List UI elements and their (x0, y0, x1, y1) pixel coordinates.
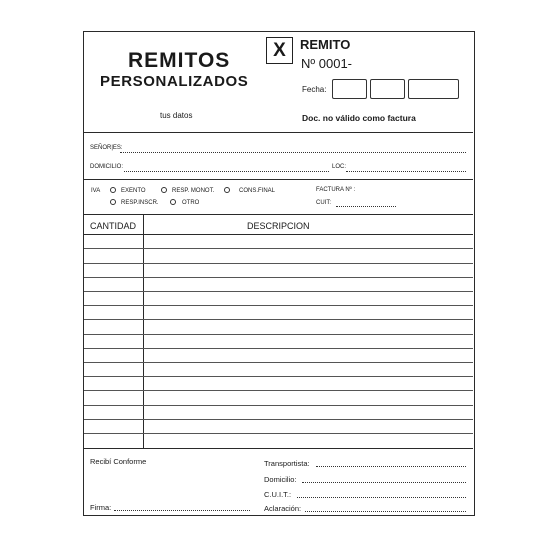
cuit-footer-field[interactable] (297, 497, 466, 498)
date-month-box[interactable] (370, 79, 405, 99)
radio-resp-monot[interactable] (161, 187, 167, 193)
doc-type: REMITO (300, 37, 351, 52)
firma-field[interactable] (114, 510, 250, 511)
recibi-conforme: Recibí Conforme (90, 457, 147, 466)
iva-label: IVA (91, 188, 101, 194)
date-label: Fecha: (302, 85, 327, 94)
domicilio-footer-label: Domicilio: (264, 475, 297, 484)
table-row (84, 433, 473, 434)
divider (84, 132, 473, 133)
remito-number: Nº 0001- (301, 56, 352, 71)
domicilio-field[interactable] (124, 171, 329, 172)
title-line2: PERSONALIZADOS (100, 73, 249, 90)
transportista-label: Transportista: (264, 459, 310, 468)
table-row (84, 390, 473, 391)
iva-option-resp-monot: RESP. MONOT. (172, 188, 215, 194)
divider (84, 179, 473, 180)
transportista-field[interactable] (316, 466, 466, 467)
disclaimer: Doc. no válido como factura (302, 113, 416, 123)
tagline: tus datos (160, 111, 193, 120)
title-line1: REMITOS (128, 49, 231, 72)
iva-option-otro: OTRO (182, 200, 200, 206)
table-row (84, 319, 473, 320)
domicilio-footer-field[interactable] (302, 482, 466, 483)
table-row (84, 334, 473, 335)
date-year-box[interactable] (408, 79, 459, 99)
cuit-label: CUIT: (316, 200, 331, 206)
factura-label: FACTURA Nº : (316, 187, 356, 193)
table-row (84, 234, 473, 235)
column-divider (143, 214, 144, 448)
col-header-cantidad: CANTIDAD (90, 221, 137, 231)
date-day-box[interactable] (332, 79, 367, 99)
radio-cons-final[interactable] (224, 187, 230, 193)
loc-field[interactable] (346, 171, 466, 172)
aclaracion-label: Aclaración: (264, 504, 302, 513)
table-row (84, 419, 473, 420)
radio-resp-inscr[interactable] (110, 199, 116, 205)
col-header-descripcion: DESCRIPCION (247, 221, 310, 231)
domicilio-label: DOMICILIO: (90, 164, 124, 170)
radio-exento[interactable] (110, 187, 116, 193)
table-row (84, 305, 473, 306)
firma-label: Firma: (90, 503, 112, 512)
table-row (84, 376, 473, 377)
cuit-footer-label: C.U.I.T.: (264, 490, 292, 499)
aclaracion-field[interactable] (305, 511, 466, 512)
invoice-letter-box: X (266, 37, 293, 64)
table-row (84, 362, 473, 363)
cuit-field[interactable] (336, 206, 396, 207)
senores-field[interactable] (120, 152, 466, 153)
table-row (84, 248, 473, 249)
divider (84, 448, 473, 449)
iva-option-resp-inscr: RESP.INSCR. (121, 200, 159, 206)
iva-option-cons-final: CONS.FINAL (239, 188, 276, 194)
table-row (84, 348, 473, 349)
table-row (84, 263, 473, 264)
remito-form (83, 31, 475, 516)
iva-option-exento: EXENTO (121, 188, 146, 194)
loc-label: LOC: (332, 164, 347, 170)
table-row (84, 291, 473, 292)
table-row (84, 405, 473, 406)
table-row (84, 277, 473, 278)
radio-otro[interactable] (170, 199, 176, 205)
senores-label: SEÑOR|ES: (90, 145, 123, 151)
